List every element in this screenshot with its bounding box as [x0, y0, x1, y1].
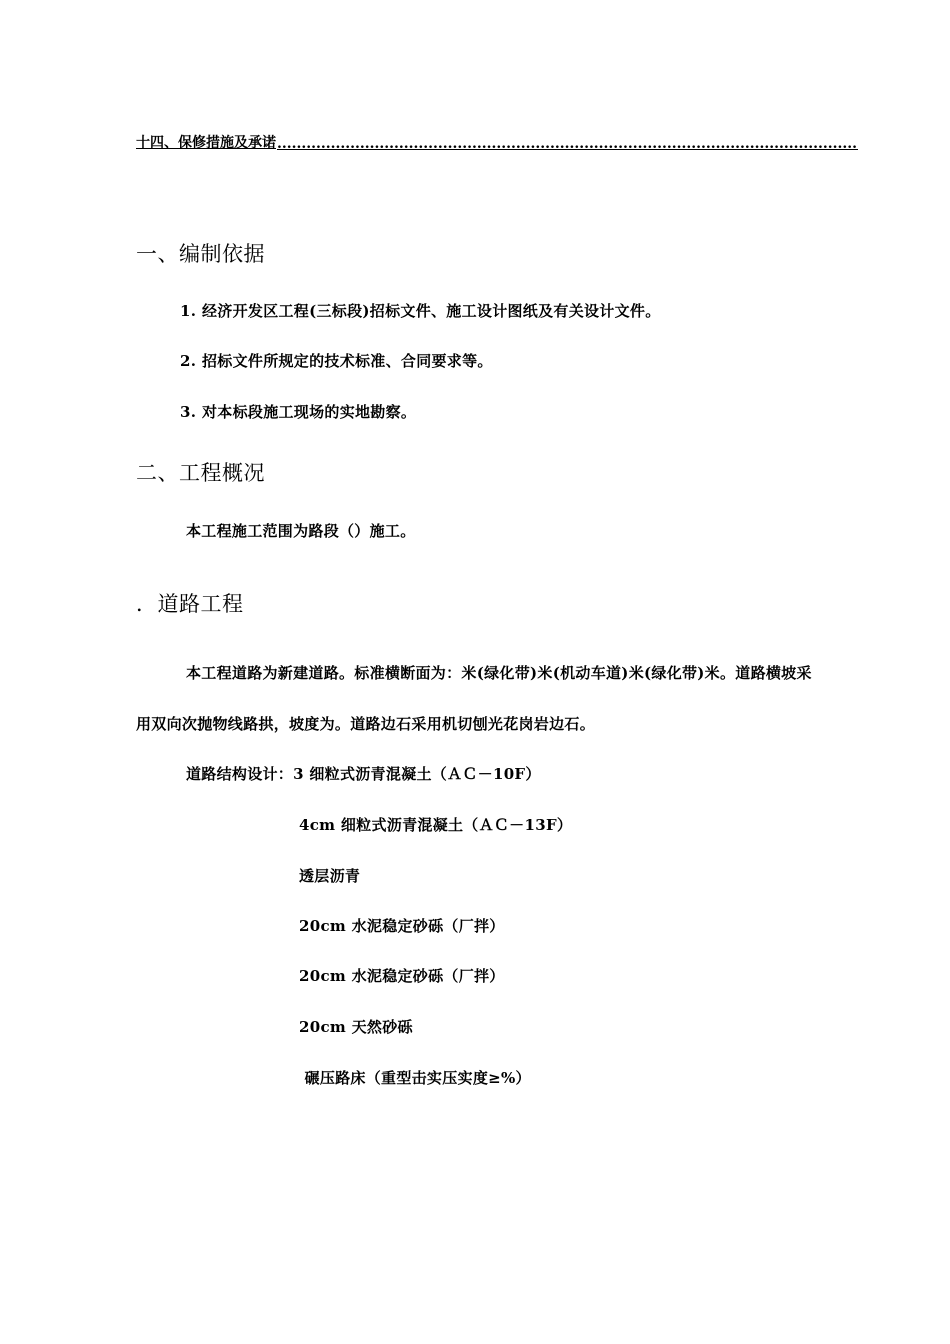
list-item	[180, 350, 493, 371]
road-paragraph-line-2: 用双向次抛物线路拱，坡度为。道路边石采用机切刨光花岗岩边石。	[136, 715, 596, 733]
list-item-number: 2.	[180, 352, 197, 370]
structure-design-label: 道路结构设计：3 细粒式沥青混凝土（ＡＣ－10F）	[186, 765, 541, 783]
list-item-number: 1.	[180, 302, 197, 320]
section-heading-basis: 一、编制依据	[136, 242, 265, 266]
toc-entry[interactable]	[136, 132, 858, 152]
list-item-number: 3.	[180, 403, 197, 421]
structure-layer: 4cm 细粒式沥青混凝土（ＡＣ－13F）	[299, 816, 573, 834]
section-heading-road-works: ．道路工程	[136, 592, 244, 616]
structure-layer: 20cm 水泥稳定砂砾（厂拌）	[299, 917, 505, 935]
overview-paragraph: 本工程施工范围为路段（）施工。	[186, 522, 416, 540]
list-item	[180, 300, 661, 321]
toc-leader-dots	[277, 136, 858, 152]
list-item	[180, 401, 416, 422]
list-item-text: 经济开发区工程(三标段)招标文件、施工设计图纸及有关设计文件。	[202, 302, 661, 320]
structure-layer: 20cm 天然砂砾	[299, 1018, 413, 1036]
structure-layer: 20cm 水泥稳定砂砾（厂拌）	[299, 967, 505, 985]
list-item-text: 招标文件所规定的技术标准、合同要求等。	[202, 352, 493, 370]
list-item-text: 对本标段施工现场的实地勘察。	[202, 403, 417, 421]
section-heading-overview: 二、工程概况	[136, 461, 265, 485]
structure-layer: 碾压路床（重型击实压实度≥%）	[299, 1069, 531, 1087]
road-paragraph-line-1: 本工程道路为新建道路。标准横断面为：米(绿化带)米(机动车道)米(绿化带)米。道路横坡采	[186, 664, 812, 682]
toc-entry-text: 十四、保修措施及承诺	[136, 135, 276, 151]
structure-layer: 透层沥青	[299, 867, 361, 885]
